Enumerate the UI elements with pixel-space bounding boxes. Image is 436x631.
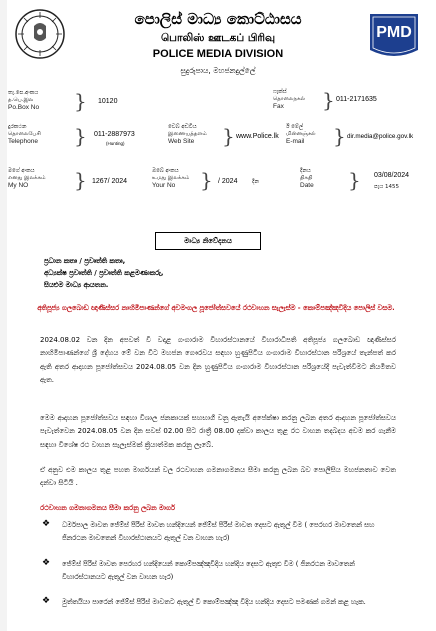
myno-value: 1267/ 2024 xyxy=(92,178,128,185)
fax-label: ෆැක්ස් தொலைநகல் Fax xyxy=(273,89,306,110)
header-title-english: POLICE MEDIA DIVISION xyxy=(152,48,284,60)
brace-icon: } xyxy=(74,124,87,148)
page-gutter xyxy=(0,0,7,631)
brace-icon: } xyxy=(322,88,335,112)
date-time: පැය 1455 xyxy=(374,184,399,190)
fax-value: 011-2171635 xyxy=(336,96,377,103)
myno-label: මගේ අංකය எனது இலக்கம் My NO xyxy=(8,168,46,189)
pobox-value: 10120 xyxy=(98,98,118,105)
telephone-note: (Hunting) xyxy=(106,141,125,146)
subject-heading: අතිපූජ්‍ය ගලබොඩ ඥාණිස්සර නාහිමිපාණන්ගේ අවමංගල පූජෝත්සවයේ රථවාහන සැලැස්ම - කොම්පඤ්ඤවීදිය පොලිස් වසම. xyxy=(37,304,395,312)
yourno-label: ඔබේ අංකය உமது இலக்கம் Your No xyxy=(152,168,190,189)
bullet-icon: ❖ xyxy=(42,558,51,568)
restriction-heading: රථවාහන ගමනාගමනය සීමා කරනු ලබන මාර්ග xyxy=(40,504,175,512)
body-paragraph: 2024.08.02 වන දින අපවත් වී වදාළ ගංගාරාම විහාරස්ථානයේ විහාරාධිපති අතිපූජ්‍ය ගලබොඩ ඥාණිස්සර නාහිමිපාණන්ගේ ශ්‍රී දේහය මේ වන විට මහජන ගෞරවය සඳහා හුණුපිටිය ගංගාරාම විහාරස්ථාන පරිශ්‍රයේ තැන්පත් කර ඇති අතර ආදාහන පූජෝත්සවය 2024.08.05 වන දින හුණුපිටිය ගංගාරාම විහාරස්ථාන පරිශ්‍රයේදී පැවැත්වීමට නියමිතව ඇත. xyxy=(40,336,396,384)
brace-icon: } xyxy=(74,168,87,192)
website-value: www.Police.lk xyxy=(236,133,279,140)
telephone-value: 011-2887973 xyxy=(94,131,135,138)
yourno-suffix: දින xyxy=(252,179,259,185)
notice-title: මාධ්‍ය නිවේදනය xyxy=(155,232,261,250)
recipient-line: අධ්‍යක්ෂ ප්‍රවෘත්ති / ප්‍රවෘත්ති කළමණාකරු, xyxy=(44,269,164,277)
list-item: ජේම්ස් පීරිස් මාවත පෙරහර හන්දියෙන් කොම්පඤ්ඤවීදිය හන්දිය දෙසට ඇතුළු වීම ( ජිනරථන මාවතෙන් විහාරස්ථානයට ඇතුල් වන වාහන හැර) xyxy=(62,560,355,581)
header-title-sinhala: පොලිස් මාධ්‍ය කොට්ඨාසය xyxy=(134,10,302,28)
body-paragraph: මෙම ආදාහන පූජෝත්සවය සඳහා විශාල ජනකායක් සහභාගී වනු ඇතැයි අපේක්ෂා කරනු ලබන අතර ආදාහන පූජෝත්සවය පැවැත්වෙන 2024.08.05 වන දින සවස් 02.00 සිට රාත්‍රී 08.00 දක්වා කාලය තුළ රථ වාහන තදබදය අවම කර ගැනීම සඳහා විශේෂ රථ වාහන සැලැස්මක් ක්‍රියාත්මක කරනු ලැබේ. xyxy=(40,414,396,449)
header-title-tamil: பொலிஸ் ஊடகப் பிரிவு xyxy=(160,32,276,44)
header-address: සුදුරුපාය, මහජනදුල්ලේ xyxy=(180,66,256,75)
list-item: මුත්තයියා පාරෙන් ජේම්ස් පීරිස් මාවතට ඇතුල් වී කොම්පඤ්ඤ වීදිය හන්දිය දෙසට පමණක් ගමන් කළ හැක. xyxy=(62,598,366,606)
date-label: දිනය திகதி Date xyxy=(300,168,314,189)
brace-icon: } xyxy=(222,124,235,148)
pobox-label: තැ.පෙ.අංකය த.பெ.இல Po.Box No xyxy=(8,90,40,111)
bullet-icon: ❖ xyxy=(42,519,51,529)
telephone-label: දුරකථන தொலைபேசி Telephone xyxy=(8,124,41,145)
recipient-line: සියළුම මාධ්‍ය ආයතන. xyxy=(44,281,109,289)
body-paragraph: ඒ අනුව එම කාලය තුළ පහත මාර්ගයන් වල රථවාහන ගමනාගමනය සීමා කරනු ලබන බව පොලිසිය මහජනතාව වෙත දන්වා සිටියි . xyxy=(40,466,396,488)
brace-icon: } xyxy=(348,168,361,192)
yourno-value: / 2024 xyxy=(218,178,238,185)
brace-icon: } xyxy=(74,89,87,113)
email-value: dir.media@police.gov.lk xyxy=(347,133,414,140)
brace-icon: } xyxy=(333,124,346,148)
bullet-icon: ❖ xyxy=(42,596,51,606)
brace-icon: } xyxy=(200,168,213,192)
pmd-logo-text: PMD xyxy=(376,24,412,41)
email-label: ඊ මේල් மின்னஞ்சல் E-mail xyxy=(286,124,316,145)
recipient-line: ප්‍රධාන කතෘ / ප්‍රවෘත්ති කතෘ, xyxy=(44,257,126,265)
list-item: ධර්මපාල මාවත ජේම්ස් පීරිස් මාවත හන්දියෙන් ජේම්ස් පීරිස් මාවත දෙසට ඇතුල් වීම ( පෙරහර මාවතෙන් සහ ජිනරථන මාවතෙන් විහාරස්ථානයට ඇතුල් වන වාහන හැර) xyxy=(62,521,375,542)
website-label: වෙබ් අඩවිය இணையத்தளம் Web Site xyxy=(168,124,207,145)
date-value: 03/08/2024 xyxy=(374,172,410,179)
